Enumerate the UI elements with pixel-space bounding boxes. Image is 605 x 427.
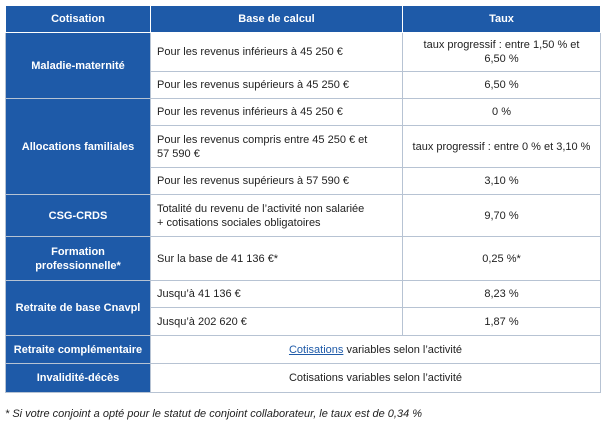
header-cotisation: Cotisation	[6, 6, 151, 33]
taux-cell: taux progressif : entre 0 % et 3,10 %	[403, 126, 601, 168]
base-cell: Jusqu’à 41 136 €	[151, 281, 403, 308]
base-cell: Pour les revenus inférieurs à 45 250 €	[151, 33, 403, 72]
base-line: Pour les revenus compris entre 45 250 € et	[157, 133, 368, 146]
base-cell	[151, 195, 403, 237]
cotisations-table-container	[5, 5, 601, 393]
merged-text: variables selon l’activité	[343, 343, 463, 356]
taux-cell: 9,70 %	[403, 195, 601, 237]
category-allocations-familiales: Allocations familiales	[6, 99, 151, 195]
base-cell: Pour les revenus inférieurs à 45 250 €	[151, 99, 403, 126]
base-line: 57 590 €	[157, 147, 200, 160]
taux-line: 6,50 %	[484, 53, 519, 65]
taux-cell: 1,87 %	[403, 308, 601, 336]
taux-cell	[403, 33, 601, 72]
footnote: * Si votre conjoint a opté pour le statut de conjoint collaborateur, le taux est de 0,34 %	[5, 408, 423, 420]
base-cell: Sur la base de 41 136 €*	[151, 237, 403, 281]
taux-line: taux progressif : entre 1,50 % et	[423, 39, 580, 51]
category-invalidite-deces: Invalidité-décès	[6, 364, 151, 393]
table-row	[6, 99, 601, 126]
cotisations-table	[5, 5, 601, 393]
base-cell	[151, 126, 403, 168]
category-maladie-maternite: Maladie-maternité	[6, 33, 151, 99]
taux-cell: 8,23 %	[403, 281, 601, 308]
taux-cell: 3,10 %	[403, 168, 601, 195]
merged-cell: Cotisations variables selon l’activité	[151, 364, 601, 393]
table-row	[6, 281, 601, 308]
table-row	[6, 195, 601, 237]
table-row	[6, 336, 601, 364]
table-row	[6, 364, 601, 393]
taux-cell: 0,25 %*	[403, 237, 601, 281]
taux-cell: 0 %	[403, 99, 601, 126]
table-row	[6, 33, 601, 72]
category-retraite-de-base: Retraite de base Cnavpl	[6, 281, 151, 336]
table-header-row	[6, 6, 601, 33]
cotisations-link[interactable]: Cotisations	[288, 343, 344, 356]
category-csg-crds: CSG-CRDS	[6, 195, 151, 237]
taux-cell: 6,50 %	[403, 72, 601, 99]
category-retraite-complementaire: Retraite complémentaire	[6, 336, 151, 364]
header-base-de-calcul: Base de calcul	[151, 6, 403, 33]
base-cell: Pour les revenus supérieurs à 45 250 €	[151, 72, 403, 99]
category-formation-professionnelle	[6, 237, 151, 281]
header-taux: Taux	[403, 6, 601, 33]
merged-cell	[151, 336, 601, 364]
base-line: + cotisations sociales obligatoires	[157, 216, 321, 229]
base-line: Totalité du revenu de l’activité non salariée	[157, 202, 365, 215]
table-row	[6, 237, 601, 281]
base-cell: Jusqu’à 202 620 €	[151, 308, 403, 336]
category-line: Formation	[51, 245, 105, 258]
base-cell: Pour les revenus supérieurs à 57 590 €	[151, 168, 403, 195]
category-line: professionnelle*	[35, 259, 121, 272]
